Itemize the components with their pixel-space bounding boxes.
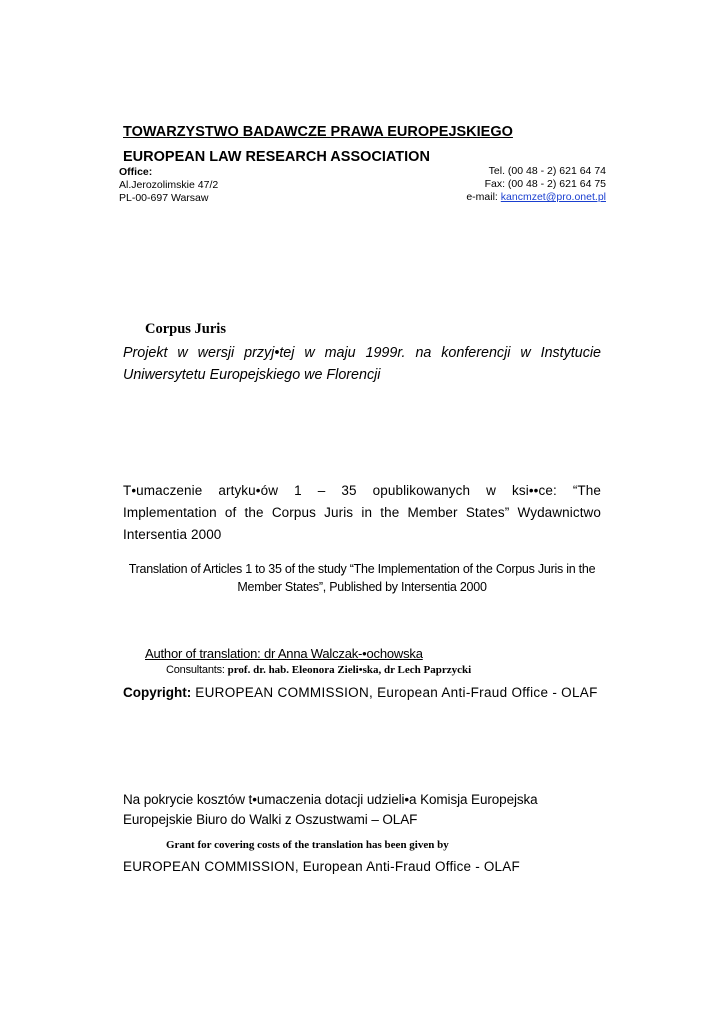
grant-label: Grant for covering costs of the translation has been given by xyxy=(166,839,449,851)
copyright-label: Copyright: xyxy=(123,685,192,700)
consultants-label: Consultants: xyxy=(166,664,228,676)
org-name-english: EUROPEAN LAW RESEARCH ASSOCIATION xyxy=(123,149,430,165)
document-subtitle: Projekt w wersji przyj•tej w maju 1999r. na konferencji w Instytucie Uniwersytetu Europejskiego we Florencji xyxy=(123,345,601,383)
org-name-polish: TOWARZYSTWO BADAWCZE PRAWA EUROPEJSKIEGO xyxy=(123,124,513,140)
contact-fax: Fax: (00 48 - 2) 621 64 75 xyxy=(484,178,606,190)
office-label: Office: xyxy=(119,166,153,178)
email-link[interactable]: kancmzet@pro.onet.pl xyxy=(500,191,606,203)
copyright-notice xyxy=(123,682,601,704)
office-address-line2: PL-00-697 Warsaw xyxy=(119,192,209,204)
grant-text: EUROPEAN COMMISSION, European Anti-Fraud Office - OLAF xyxy=(123,859,520,874)
translation-author: Author of translation: dr Anna Walczak-•ochowska xyxy=(145,646,423,661)
contact-tel: Tel. (00 48 - 2) 621 64 74 xyxy=(488,165,606,177)
copyright-text: EUROPEAN COMMISSION, European Anti-Fraud Office - OLAF xyxy=(191,685,598,700)
translation-note-polish: T•umaczenie artyku•ów 1 – 35 opublikowanych w ksi••ce: “The Implementation of the Corpus Juris in the Member States” Wydawnictwo Intersentia 2000 xyxy=(123,483,601,542)
document-title: Corpus Juris xyxy=(145,321,226,337)
translation-note-english: Translation of Articles 1 to 35 of the study “The Implementation of the Corpus Juris in the Member States”, Published by Intersentia 2000 xyxy=(128,562,596,594)
funding-note-polish: Na pokrycie kosztów t•umaczenia dotacji udzieli•a Komisja Europejska Europejskie Biuro do Walki z Oszustwami – OLAF xyxy=(123,792,538,827)
email-label: e-mail: xyxy=(466,191,501,203)
consultants-names: prof. dr. hab. Eleonora Zieli•ska, dr Lech Paprzycki xyxy=(227,664,472,676)
contact-email-line xyxy=(466,191,606,204)
office-address-line1: Al.Jerozolimskie 47/2 xyxy=(119,179,219,191)
consultants xyxy=(166,664,471,676)
